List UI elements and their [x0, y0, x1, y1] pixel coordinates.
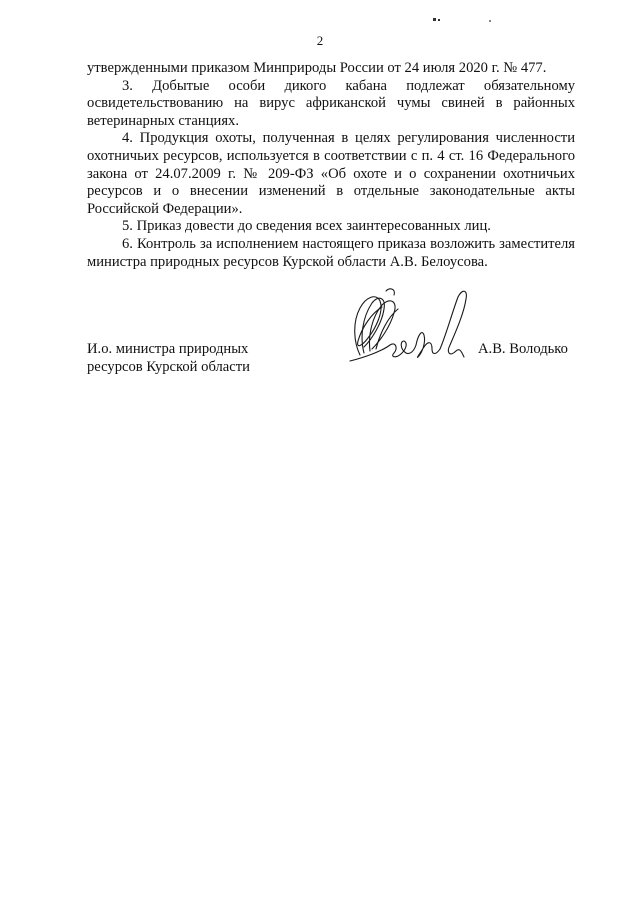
paragraph-item-6: 6. Контроль за исполнением настоящего приказа возложить заместителя министра природных ресурсов Курской области А.В. Белоусова.	[87, 235, 575, 270]
paragraph-item-3: 3. Добытые особи дикого кабана подлежат обязательному освидетельствованию на вирус африканской чумы свиней в районных ветеринарных станциях.	[87, 77, 575, 129]
handwritten-signature	[346, 283, 476, 368]
paragraph-item-5: 5. Приказ довести до сведения всех заинтересованных лиц.	[122, 218, 491, 235]
signer-title-line-1: И.о. министра природных	[87, 341, 249, 357]
scan-artifact	[438, 19, 440, 21]
document-body	[87, 60, 575, 271]
scan-artifact	[433, 18, 436, 21]
scan-artifact	[489, 20, 491, 22]
signer-title	[87, 341, 250, 376]
page-number: 2	[316, 33, 324, 48]
signer-title-line-2: ресурсов Курской области	[87, 358, 250, 375]
paragraph-continuation: утвержденными приказом Минприроды России от 24 июля 2020 г. № 477.	[87, 60, 547, 76]
signer-name: А.В. Володько	[478, 341, 568, 357]
paragraph-item-4: 4. Продукция охоты, полученная в целях регулирования численности охотничьих ресурсов, используется в соответствии с п. 4 ст. 16 Федерального закона от 24.07.2009 г. № 209-ФЗ «Об охоте и о сохранении охотничьих ресурсов и о внесении изменений в отдельные законодательные акты Российской Федерации».	[87, 130, 575, 217]
